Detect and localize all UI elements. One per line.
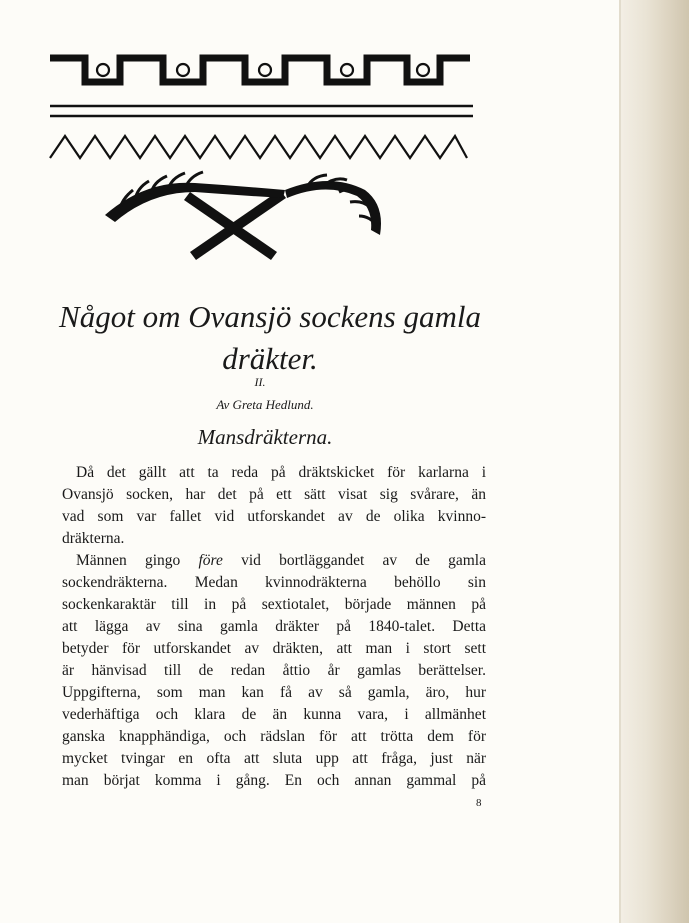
zigzag-border (50, 136, 467, 158)
text-line: man börjat komma i gång. En och annan gammal på (62, 772, 486, 789)
text-line: Uppgifterna, som man kan få av så gamla, äro, hur (62, 684, 486, 701)
article-title: Något om Ovansjö sockens gamla dräkter. (59, 299, 481, 376)
author-byline: Av Greta Hedlund. (216, 397, 314, 412)
page-number: 8 (476, 797, 482, 809)
text-line-emphasis: Männen gingo före vid bortläggandet av de gamla (76, 552, 486, 569)
section-heading: Mansdräkterna. (197, 425, 333, 449)
double-rule (50, 106, 473, 116)
text-line: att lägga av sina gamla dräkter på 1840-talet. Detta (62, 618, 486, 635)
ornament-header (45, 40, 485, 270)
text-line: vederhäftiga och klara de än kunna vara, i allmänhet (62, 706, 486, 723)
text-line: mycket tvingar en ofta att sluta upp att fråga, just när (62, 750, 486, 767)
text-line: Då det gällt att ta reda på dräktskicket för karlarna i (76, 464, 486, 481)
text-line: Ovansjö socken, har det på ett sätt visat sig svårare, än (62, 486, 486, 503)
text-line: vad som var fallet vid utforskandet av de olika kvinno- (62, 508, 486, 525)
emphasized-word: före (198, 552, 223, 569)
text-line: ganska knapphändiga, och rädslan för att trötta dem för (62, 728, 486, 745)
part-number: II. (254, 375, 266, 389)
body-text (62, 462, 486, 792)
text-line: sockendräkterna. Medan kvinnodräkterna behöllo sin (62, 574, 486, 591)
text-line: är hänvisad till de redan åttio år gamlas berättelser. (62, 662, 486, 679)
page-edge (619, 0, 689, 923)
text-line: betyder för utforskandet av dräkten, att man i stort sett (62, 640, 486, 657)
text-line: sockenkaraktär till in på sextiotalet, började männen på (62, 596, 486, 613)
text-line: dräkterna. (62, 530, 125, 547)
crossed-fronds-emblem (105, 172, 381, 260)
